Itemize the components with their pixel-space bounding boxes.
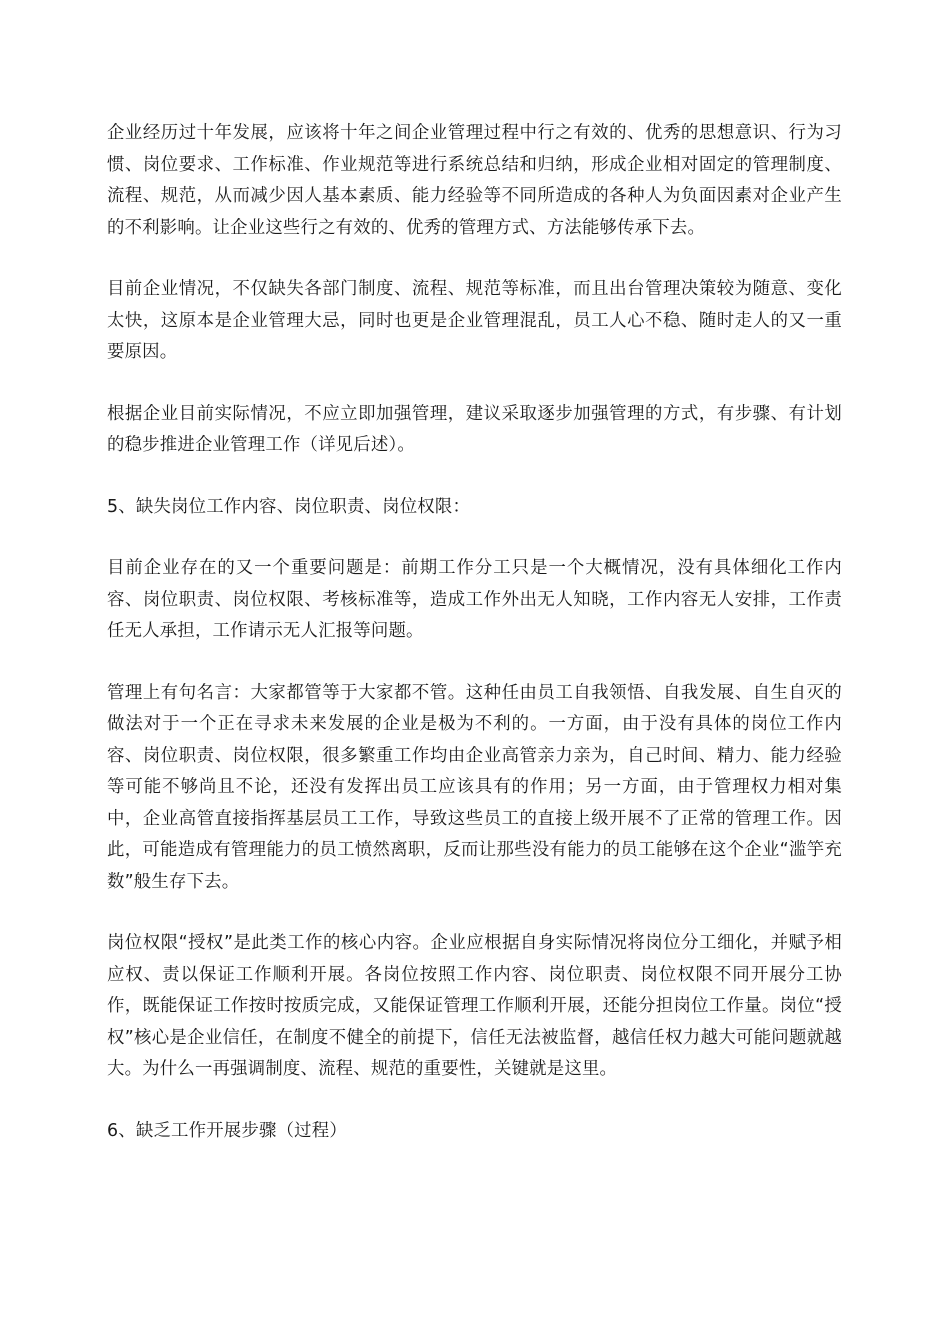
document-body — [107, 118, 842, 1177]
paragraph-current-situation: 目前企业情况，不仅缺失各部门制度、流程、规范等标准，而且出台管理决策较为随意、变化太快，这原本是企业管理大忌，同时也更是企业管理混乱，员工人心不稳、随时走人的又一重要原因。 — [107, 279, 842, 362]
paragraph-summary: 企业经历过十年发展，应该将十年之间企业管理过程中行之有效的、优秀的思想意识、行为习惯、岗位要求、工作标准、作业规范等进行系统总结和归纳，形成企业相对固定的管理制度、流程、规范，从而减少因人基本素质、能力经验等不同所造成的各种人为负面因素对企业产生的不利影响。让企业这些行之有效的、优秀的管理方式、方法能够传承下去。 — [107, 123, 842, 238]
paragraph-recommendation: 根据企业目前实际情况，不应立即加强管理，建议采取逐步加强管理的方式，有步骤、有计划的稳步推进企业管理工作（详见后述）。 — [107, 403, 842, 455]
paragraph-authorization: 岗位权限“授权”是此类工作的核心内容。企业应根据自身实际情况将岗位分工细化，并赋予相应权、责以保证工作顺利开展。各岗位按照工作内容、岗位职责、岗位权限不同开展分工协作，既能保证工作按时按质完成，又能保证管理工作顺利开展，还能分担岗位工作量。岗位“授权”核心是企业信任，在制度不健全的前提下，信任无法被监督，越信任权力越大可能问题就越大。为什么一再强调制度、流程、规范的重要性，关键就是这里。 — [107, 933, 842, 1079]
section-heading-6: 6、缺乏工作开展步骤（过程） — [107, 1120, 347, 1141]
paragraph-problem: 目前企业存在的又一个重要问题是：前期工作分工只是一个大概情况，没有具体细化工作内容、岗位职责、岗位权限、考核标准等，造成工作外出无人知晓，工作内容无人安排，工作责任无人承担，工作请示无人汇报等问题。 — [107, 558, 842, 641]
section-heading-5: 5、缺失岗位工作内容、岗位职责、岗位权限： — [107, 496, 471, 517]
paragraph-management-saying: 管理上有句名言：大家都管等于大家都不管。这种任由员工自我领悟、自我发展、自生自灭的做法对于一个正在寻求未来发展的企业是极为不利的。一方面，由于没有具体的岗位工作内容、岗位职责、岗位权限，很多繁重工作均由企业高管亲力亲为，自己时间、精力、能力经验等可能不够尚且不论，还没有发挥出员工应该具有的作用；另一方面，由于管理权力相对集中，企业高管直接指挥基层员工工作，导致这些员工的直接上级开展不了正常的管理工作。因此，可能造成有管理能力的员工愤然离职，反而让那些没有能力的员工能够在这个企业“滥竽充数”般生存下去。 — [107, 682, 842, 892]
